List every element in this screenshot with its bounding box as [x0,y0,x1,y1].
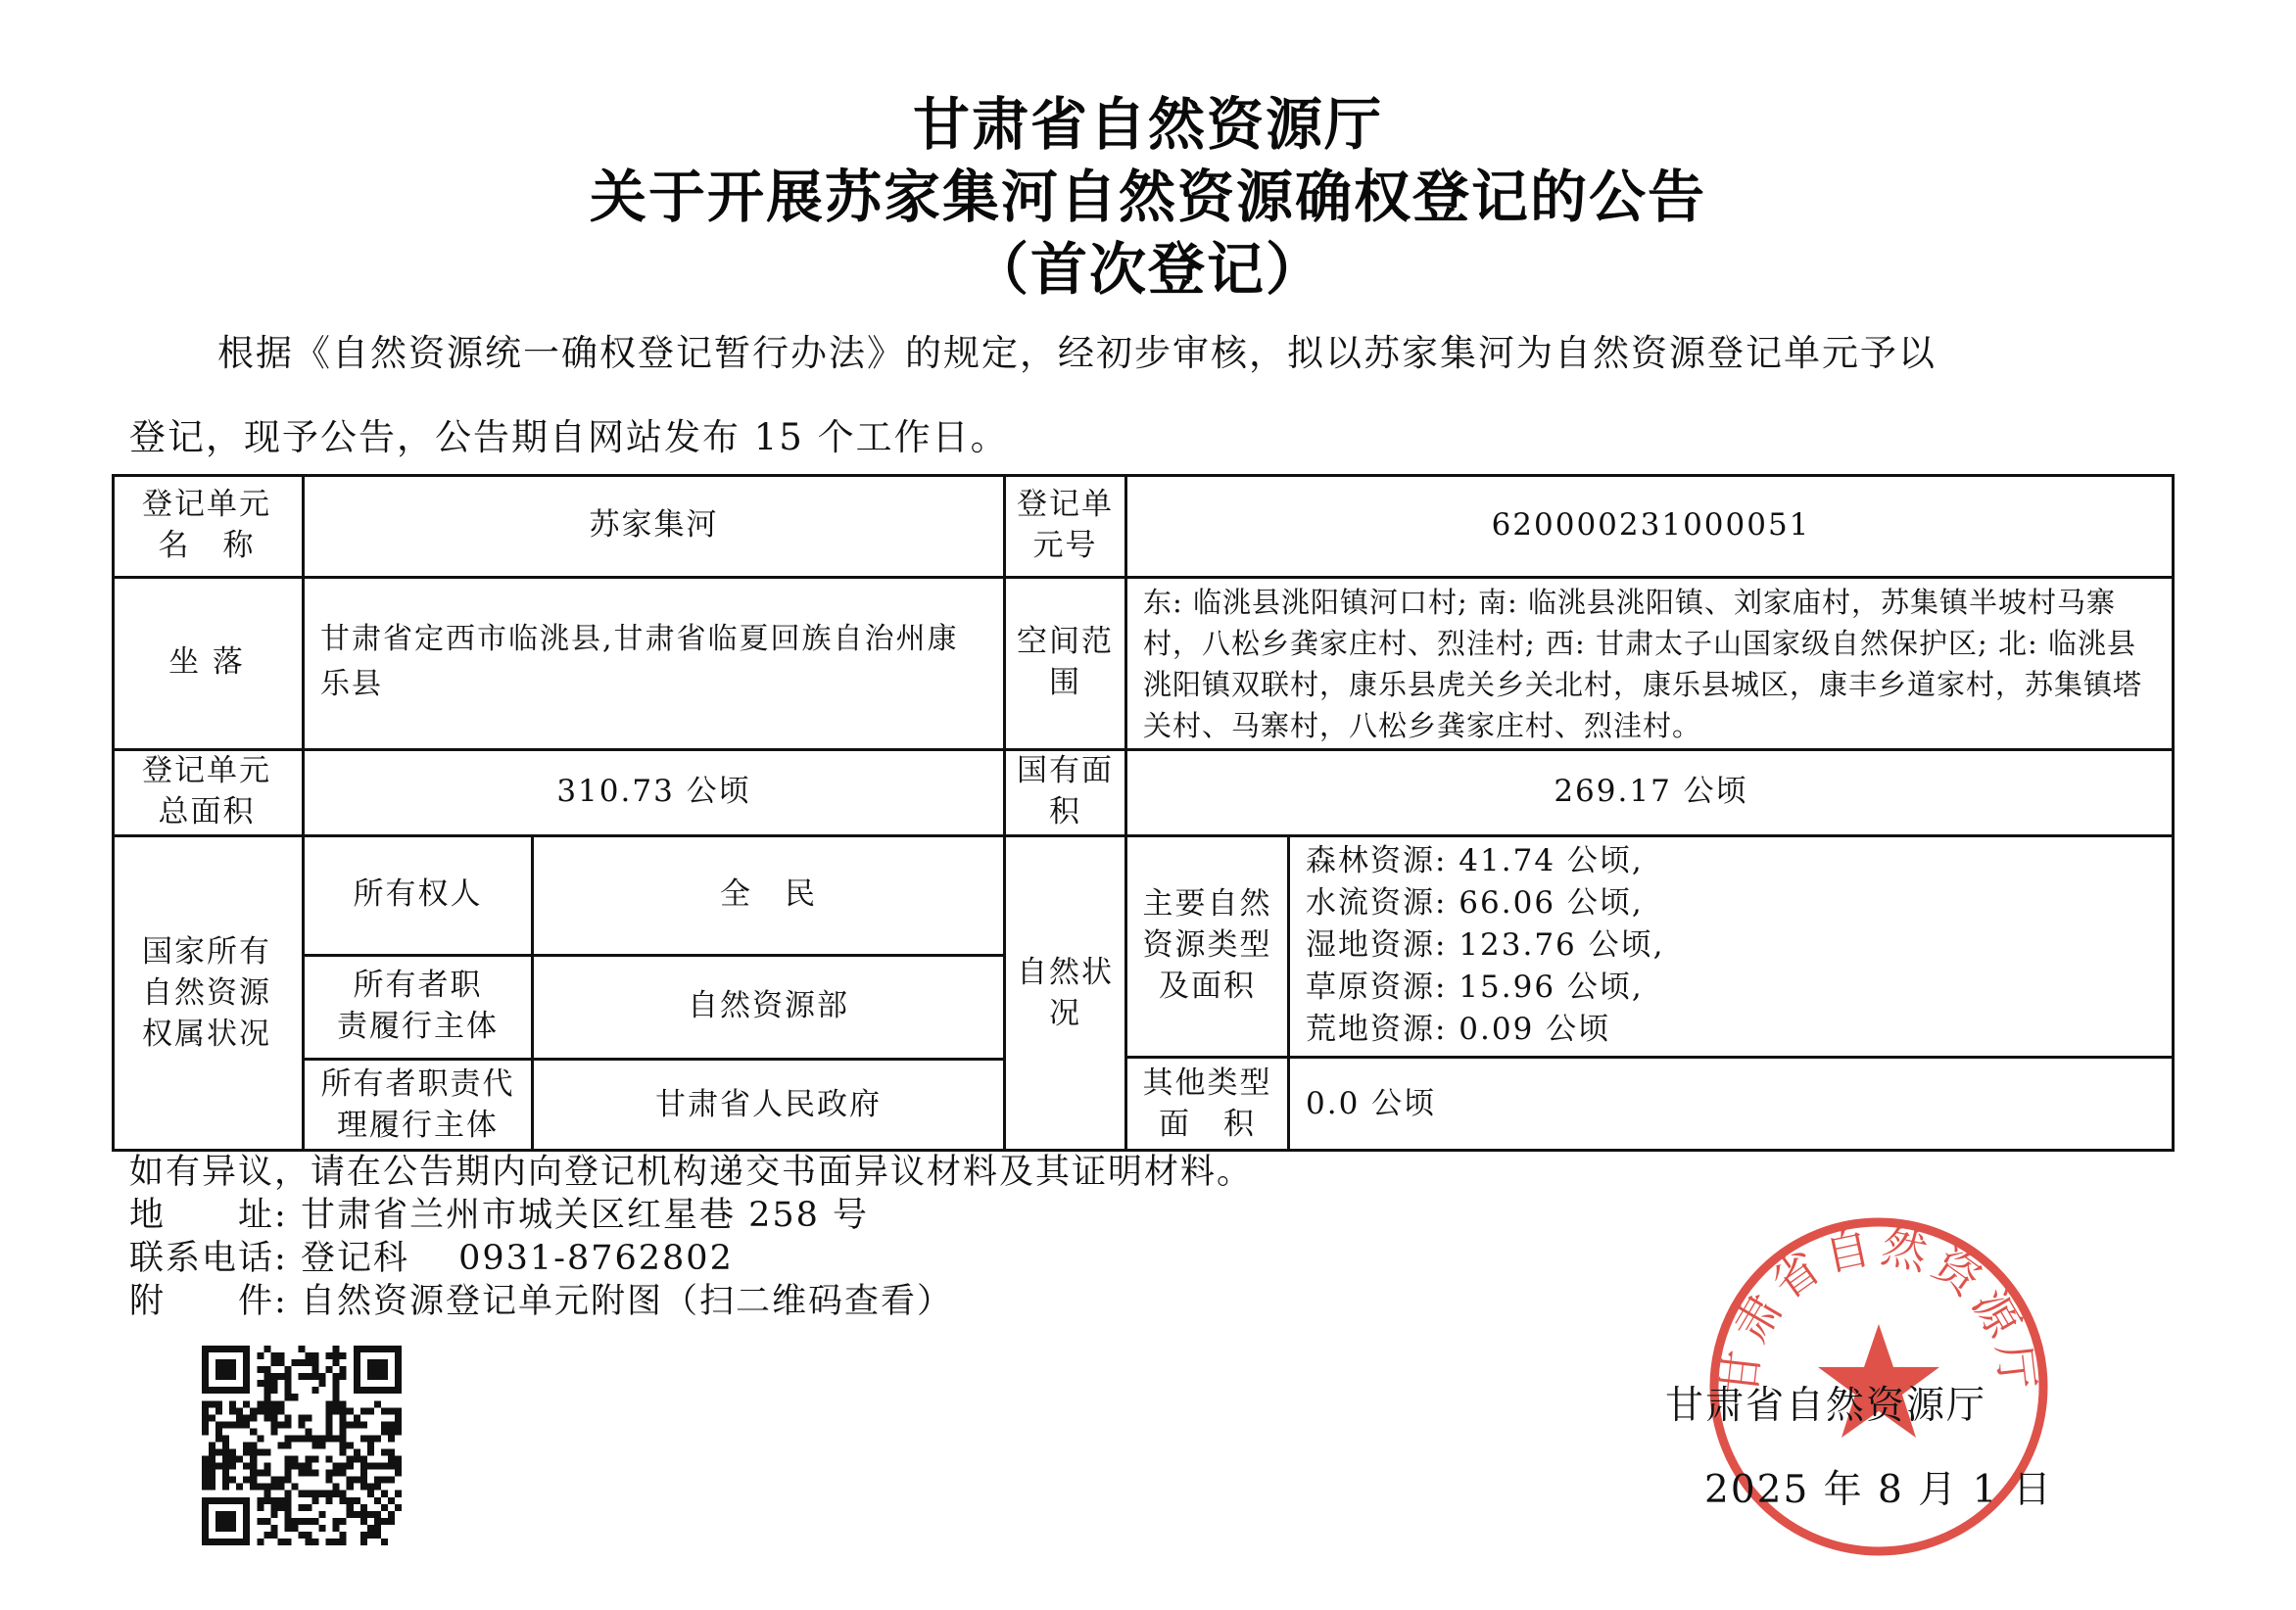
resource-item: 水流资源: 66.06 公顷, [1306,885,1644,921]
objection-note: 如有异议，请在公告期内向登记机构递交书面异议材料及其证明材料。 [129,1153,1254,1192]
intro-line-2: 登记，现予公告，公告期自网站发布 15 个工作日。 [129,416,1009,458]
phone-label: 联系电话: [129,1239,288,1278]
agent-label: 所有者职责代 理履行主体 [320,1066,515,1143]
attachment-value: 自然资源登记单元附图（扫二维码查看） [300,1282,953,1321]
resource-item: 草原资源: 15.96 公顷, [1306,970,1644,1005]
signature-org: 甘肃省自然资源厅 [1665,1384,1987,1428]
qr-code-icon[interactable] [202,1346,402,1545]
resource-item: 湿地资源: 123.76 公顷, [1306,927,1665,963]
title-line-3: （首次登记） [971,236,1324,303]
owner-value: 全 民 [720,876,817,912]
title-line-1: 甘肃省自然资源厅 [912,91,1383,158]
address-label: 地 址: [129,1196,288,1235]
unit-name-value: 苏家集河 [589,507,719,543]
main-type-label: 主要自然 资源类型 及面积 [1142,886,1272,1004]
attachment-line [129,1282,953,1321]
scope-value: 东: 临洮县洮阳镇河口村; 南: 临洮县洮阳镇、刘家庙村，苏集镇半坡村马寨村，八松乡龚家庄村、烈洼村; 西: 甘肃太子山国家级自然保护区; 北: 临洮县洮阳镇双联村，康乐县虎关乡关北村，康乐县城区，康丰乡道家村，苏集镇塔关村、马寨村，八松乡龚家庄村、烈洼村。 [1143,585,2143,742]
scope-label: 空间范围 [1017,624,1114,700]
other-type-value: 0.0 公顷 [1306,1086,1437,1121]
agent-value: 甘肃省人民政府 [655,1087,882,1122]
resource-item: 荒地资源: 0.09 公顷 [1306,1012,1611,1047]
total-area-label: 登记单元 总面积 [142,753,271,829]
address-line [129,1196,869,1235]
state-area-value: 269.17 公顷 [1554,774,1748,809]
state-area-label: 国有面积 [1017,753,1114,829]
phone-line [129,1239,734,1278]
registration-table [112,474,2175,1152]
resource-list [1290,840,2172,1054]
intro-line-1: 根据《自然资源统一确权登记暂行办法》的规定，经初步审核，拟以苏家集河为自然资源登记单元予以 [217,332,1937,374]
title-line-2: 关于开展苏家集河自然资源确权登记的公告 [589,164,1706,230]
attachment-label: 附 件: [129,1282,288,1321]
resource-item: 森林资源: 41.74 公顷, [1306,843,1644,878]
phone-value: 登记科 0931-8762802 [300,1239,734,1278]
duty-label: 所有者职 责履行主体 [337,968,499,1044]
seal-text: 甘肃省自然资源厅 [1712,1219,2045,1398]
owner-label: 所有权人 [353,876,483,912]
location-label: 坐 落 [168,644,245,680]
unit-name-label: 登记单元 名 称 [142,487,271,563]
unit-no-label: 登记单元号 [1017,487,1114,563]
ownership-label: 国家所有 自然资源 权属状况 [142,934,271,1052]
address-value: 甘肃省兰州市城关区红星巷 258 号 [300,1196,869,1235]
unit-no-value: 620000231000051 [1491,507,1811,543]
signature-date: 2025 年 8 月 1 日 [1704,1468,2053,1512]
other-type-label: 其他类型 面 积 [1142,1065,1272,1142]
nature-label: 自然状况 [1017,955,1114,1031]
duty-value: 自然资源部 [688,988,849,1023]
location-value: 甘肃省定西市临洮县,甘肃省临夏回族自治州康乐县 [320,622,959,701]
total-area-value: 310.73 公顷 [556,774,751,809]
